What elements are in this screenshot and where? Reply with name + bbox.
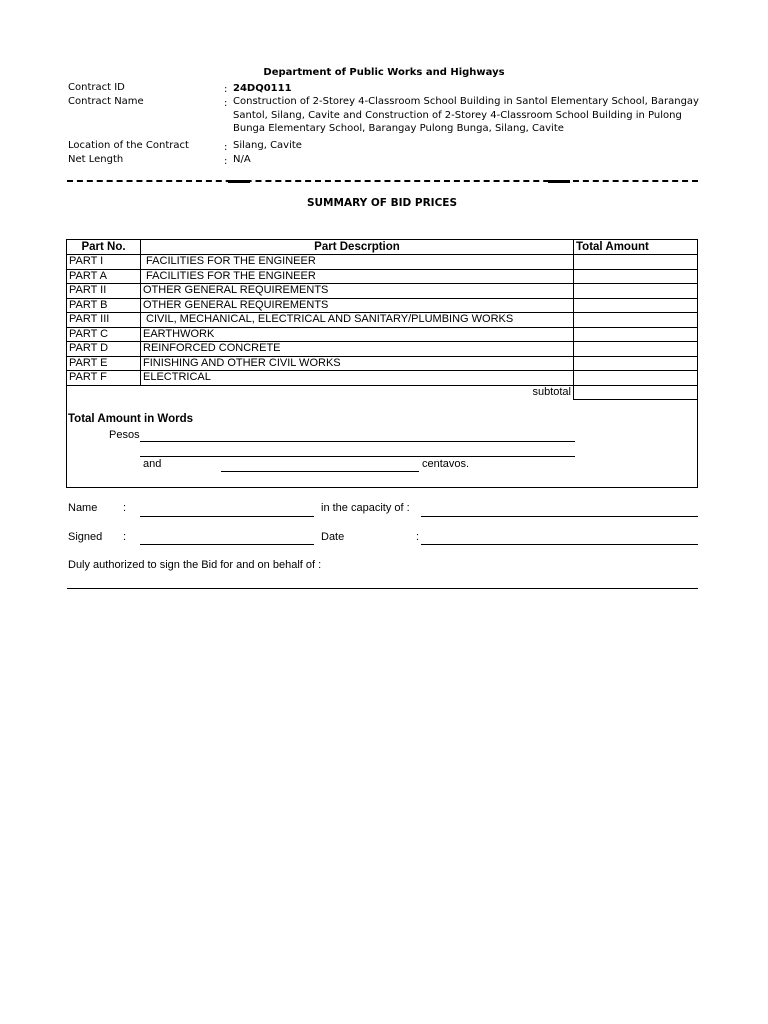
table-row [67,255,698,270]
signed-line[interactable] [140,544,314,545]
centavos-line[interactable] [221,471,419,472]
part-no-cell: PART A [67,269,141,284]
amount-cell[interactable] [574,356,698,371]
capacity-label: in the capacity of : [321,502,410,514]
name-colon: : [123,502,127,514]
part-no-cell: PART III [67,313,141,328]
authorized-label: Duly authorized to sign the Bid for and on behalf of : [68,559,322,571]
table-header-row [67,240,698,255]
contract-id-label: Contract ID [68,82,125,93]
date-line[interactable] [421,544,698,545]
table-row [67,313,698,328]
signed-colon: : [123,531,127,543]
table-row [67,298,698,313]
dashed-separator [67,180,698,182]
amount-cell[interactable] [574,327,698,342]
part-no-cell: PART I [67,255,141,270]
amount-cell[interactable] [574,269,698,284]
agency-title: Department of Public Works and Highways [263,67,505,78]
and-label: and [143,458,162,470]
part-no-cell: PART B [67,298,141,313]
column-header-description: Part Descrption [141,240,574,255]
amount-cell[interactable] [574,255,698,270]
part-no-cell: PART F [67,371,141,386]
description-cell: OTHER GENERAL REQUIREMENTS [141,298,574,313]
amount-cell[interactable] [574,284,698,299]
location-value: Silang, Cavite [233,140,302,151]
description-cell: ELECTRICAL [141,371,574,386]
description-cell: EARTHWORK [141,327,574,342]
table-row [67,356,698,371]
part-no-cell: PART D [67,342,141,357]
amount-cell[interactable] [574,313,698,328]
bid-summary-table [66,239,698,400]
name-label: Name [68,502,98,514]
subtotal-row [67,385,698,400]
centavos-label: centavos. [422,458,470,470]
description-cell: FINISHING AND OTHER CIVIL WORKS [141,356,574,371]
part-no-cell: PART II [67,284,141,299]
pesos-label: Pesos [109,429,140,441]
column-header-total-amount: Total Amount [574,240,698,255]
location-label: Location of the Contract [68,140,189,151]
separator-mark [228,180,250,183]
amount-cell[interactable] [574,298,698,313]
net-length-colon: : [224,156,228,167]
pesos-line-2[interactable] [140,456,575,457]
signed-label: Signed [68,531,103,543]
contract-name-value: Construction of 2-Storey 4-Classroom School Building in Santol Elementary School, Barangay Santol, Silang, Cavite and Construction of 2-Storey 4-Classroom School Building in Pulong Bunga Elementary School, Barangay Pulong Bunga, Silang, Cavite [233,96,699,134]
amount-cell[interactable] [574,342,698,357]
net-length-label: Net Length [68,154,124,165]
date-label: Date [321,531,345,543]
part-no-cell: PART C [67,327,141,342]
column-header-part-no: Part No. [67,240,141,255]
date-colon: : [416,531,420,543]
description-cell: OTHER GENERAL REQUIREMENTS [141,284,574,299]
summary-title: SUMMARY OF BID PRICES [306,197,458,209]
description-cell: FACILITIES FOR THE ENGINEER [141,255,574,270]
authorized-line[interactable] [67,588,698,589]
subtotal-label: subtotal [67,385,574,400]
separator-mark [548,180,570,183]
contract-id-value: 24DQ0111 [233,83,292,94]
pesos-line[interactable] [140,441,575,442]
description-cell: FACILITIES FOR THE ENGINEER [141,269,574,284]
table-row [67,342,698,357]
table-row [67,269,698,284]
total-amount-in-words-title: Total Amount in Words [68,413,193,425]
part-no-cell: PART E [67,356,141,371]
contract-name-colon: : [224,98,228,109]
net-length-value: N/A [233,154,251,165]
table-row [67,327,698,342]
description-cell: CIVIL, MECHANICAL, ELECTRICAL AND SANITARY/PLUMBING WORKS [141,313,574,328]
table-row [67,371,698,386]
contract-id-colon: : [224,84,228,95]
capacity-line[interactable] [421,516,698,517]
name-line[interactable] [140,516,314,517]
contract-name-label: Contract Name [68,96,144,107]
description-cell: REINFORCED CONCRETE [141,342,574,357]
location-colon: : [224,142,228,153]
subtotal-value[interactable] [574,385,698,400]
table-row [67,284,698,299]
amount-cell[interactable] [574,371,698,386]
